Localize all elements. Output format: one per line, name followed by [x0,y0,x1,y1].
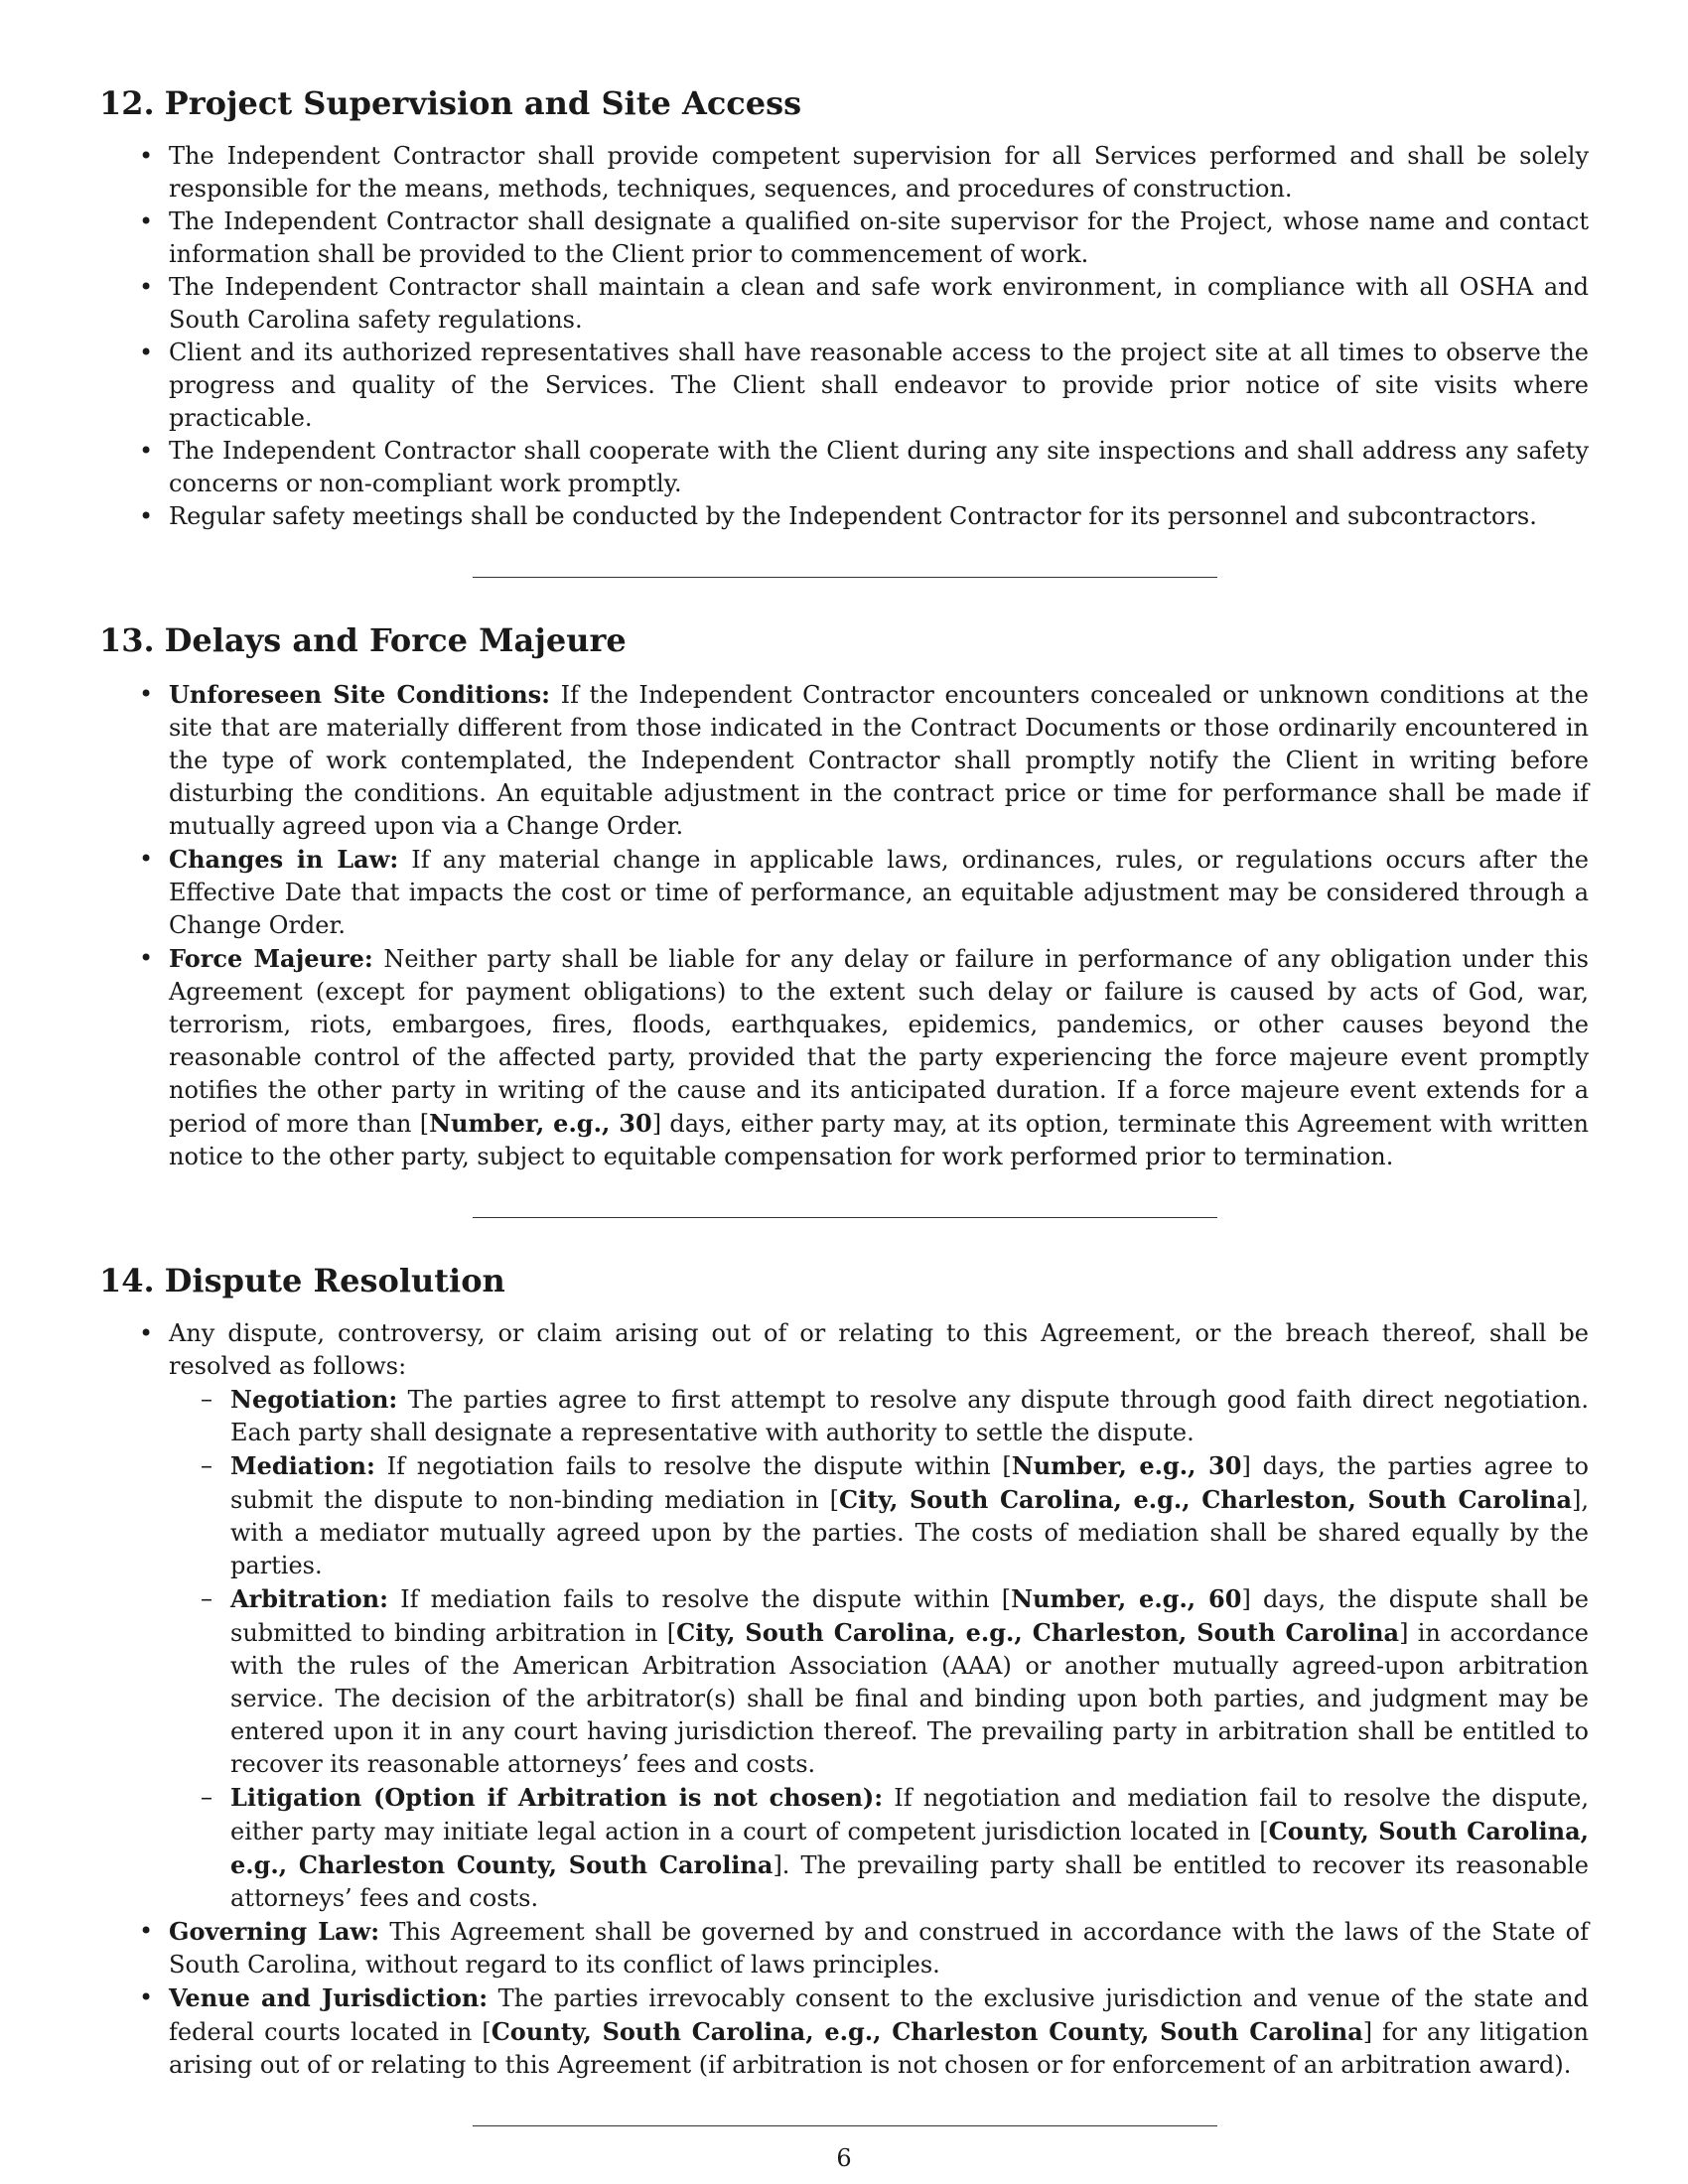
list-item: • Any dispute, controversy, or claim arising out of or relating to this Agreement, or the breach thereof, shall be resolved as follows: – Negotiation: The parties agree to first attempt to resolve any dispute through good faith direct negotiation. Each party shall designate a representative with authority to settle the dispute. – Mediation: If negotiation fails to resolve the dispute within [Number, e.g., 30] days, the parties agree to submit the dispute to non-binding mediation in [City, South Carolina, e.g., Charleston, South Carolina], with a mediator mutually agreed upon by the parties. The costs of mediation shall be shared equally by the parties. – Arbitration: If mediation fails to resolve the dispute within [Number, e.g., 60] days, the dispute shall be submitted to binding arbitration in [City, South Carolina, e.g., Charleston, South Carolina] in accordance with the rules of the American Arbitration Association (AAA) or another mutually agreed-upon arbitration service. The decision of the arbitrator(s) shall be final and binding upon both parties, and judgment may be entered upon it in any court having jurisdiction thereof. The prevailing party in arbitration shall be entitled to recover its reasonable attorneys’ fees and costs. – Litigation (Option if Arbitration is not chosen): If negotiation and mediation fail to resolve the dispute, either party may initiate legal action in a court of competent jurisdiction located in [County, South Carolina, e.g., Charleston County, South Carolina]. The prevailing party shall be entitled to recover its reasonable attorneys’ fees and costs. [169,1317,1589,1915]
list-item: • Changes in Law: If any material change in applicable laws, ordinances, rules, or regulations occurs after the Effective Date that impacts the cost or time of performance, an equitable adjustment may be considered through a Change Order. [169,843,1589,942]
sub-list-item: – Litigation (Option if Arbitration is not chosen): If negotiation and mediation fail to resolve the dispute, either party may initiate legal action in a court of competent jurisdiction located in [County, South Carolina, e.g., Charleston County, South Carolina]. The prevailing party shall be entitled to recover its reasonable attorneys’ fees and costs. [230,1781,1589,1915]
sub-list-item: – Negotiation: The parties agree to first attempt to resolve any dispute through good faith direct negotiation. Each party shall designate a representative with authority to settle the dispute. [230,1383,1589,1449]
sub-list-item: – Mediation: If negotiation fails to resolve the dispute within [Number, e.g., 30] days, the parties agree to submit the dispute to non-binding mediation in [City, South Carolina, e.g., Charleston, South Carolina], with a mediator mutually agreed upon by the parties. The costs of mediation shall be shared equally by the parties. [230,1449,1589,1582]
list-item: • The Independent Contractor shall cooperate with the Client during any site inspections and shall address any safety concerns or non-compliant work promptly. [169,435,1589,500]
sub-list-item: – Arbitration: If mediation fails to resolve the dispute within [Number, e.g., 60] days, the dispute shall be submitted to binding arbitration in [City, South Carolina, e.g., Charleston, South Carolina] in accordance with the rules of the American Arbitration Association (AAA) or another mutually agreed-upon arbitration service. The decision of the arbitrator(s) shall be final and binding upon both parties, and judgment may be entered upon it in any court having jurisdiction thereof. The prevailing party in arbitration shall be entitled to recover its reasonable attorneys’ fees and costs. [230,1582,1589,1781]
list-item: • The Independent Contractor shall provide competent supervision for all Services performed and shall be solely responsible for the means, methods, techniques, sequences, and procedures of construction. [169,140,1589,205]
section-14-list [99,1317,1589,2082]
section-13-list [99,678,1589,1173]
section-divider [473,577,1217,578]
list-item: • Client and its authorized representatives shall have reasonable access to the project site at all times to observe the progress and quality of the Services. The Client shall endeavor to provide prior notice of site visits where practicable. [169,337,1589,435]
list-item: • The Independent Contractor shall maintain a clean and safe work environment, in compliance with all OSHA and South Carolina safety regulations. [169,271,1589,337]
list-item: • Governing Law: This Agreement shall be governed by and construed in accordance with the laws of the State of South Carolina, without regard to its conflict of laws principles. [169,1915,1589,1981]
list-item: • Unforeseen Site Conditions: If the Independent Contractor encounters concealed or unknown conditions at the site that are materially different from those indicated in the Contract Documents or those ordinarily encountered in the type of work contemplated, the Independent Contractor shall promptly notify the Client in writing before disturbing the conditions. An equitable adjustment in the contract price or time for performance shall be made if mutually agreed upon via a Change Order. [169,678,1589,843]
section-heading-12: 12. Project Supervision and Site Access [99,84,802,122]
dispute-steps-list [169,1383,1589,1915]
section-divider [473,2125,1217,2126]
section-12-list [99,140,1589,533]
section-divider [473,1217,1217,1218]
page-number: 6 [836,2144,852,2172]
list-item: • Venue and Jurisdiction: The parties irrevocably consent to the exclusive jurisdiction and venue of the state and federal courts located in [County, South Carolina, e.g., Charleston County, South Carolina] for any litigation arising out of or relating to this Agreement (if arbitration is not chosen or for enforcement of an arbitration award). [169,1981,1589,2082]
list-item: • The Independent Contractor shall designate a qualified on-site supervisor for the Project, whose name and contact information shall be provided to the Client prior to commencement of work. [169,205,1589,271]
list-item: • Regular safety meetings shall be conducted by the Independent Contractor for its personnel and subcontractors. [169,500,1589,533]
section-heading-13: 13. Delays and Force Majeure [99,621,627,660]
document-page [99,84,1589,2170]
section-heading-14: 14. Dispute Resolution [99,1261,505,1299]
list-item: • Force Majeure: Neither party shall be liable for any delay or failure in performance of any obligation under this Agreement (except for payment obligations) to the extent such delay or failure is caused by acts of God, war, terrorism, riots, embargoes, fires, floods, earthquakes, epidemics, pandemics, or other causes beyond the reasonable control of the affected party, provided that the party experiencing the force majeure event promptly notifies the other party in writing of the cause and its anticipated duration. If a force majeure event extends for a period of more than [Number, e.g., 30] days, either party may, at its option, terminate this Agreement with written notice to the other party, subject to equitable compensation for work performed prior to termination. [169,942,1589,1173]
